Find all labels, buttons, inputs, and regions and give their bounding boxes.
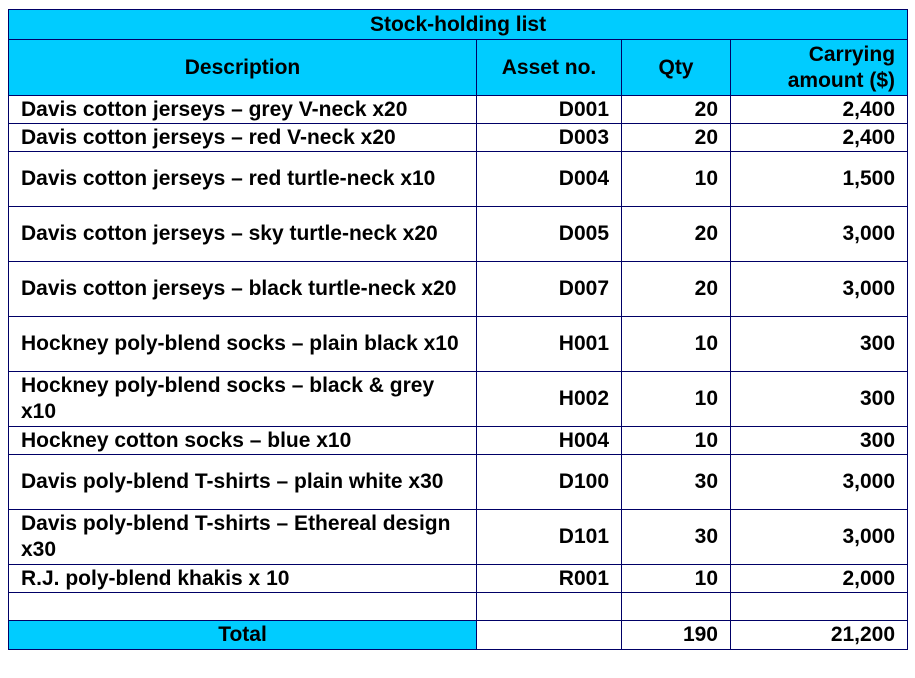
cell-qty: 10 <box>622 152 731 207</box>
cell-amount: 3,000 <box>731 262 908 317</box>
total-amount: 21,200 <box>731 621 908 650</box>
total-asset-no-empty <box>477 621 622 650</box>
cell-asset-no: H001 <box>477 317 622 372</box>
cell-qty: 30 <box>622 510 731 565</box>
cell-asset-no: D001 <box>477 96 622 124</box>
blank-cell <box>9 593 477 621</box>
cell-amount: 1,500 <box>731 152 908 207</box>
cell-asset-no: H004 <box>477 427 622 455</box>
cell-description: Davis cotton jerseys – red turtle-neck x10 <box>9 152 477 207</box>
table-row <box>9 152 908 207</box>
cell-description: Hockney poly-blend socks – black & grey x10 <box>9 372 477 427</box>
header-qty: Qty <box>622 40 731 96</box>
cell-amount: 3,000 <box>731 207 908 262</box>
cell-description: R.J. poly-blend khakis x 10 <box>9 565 477 593</box>
blank-cell <box>731 593 908 621</box>
table-row <box>9 96 908 124</box>
cell-asset-no: D005 <box>477 207 622 262</box>
table-row <box>9 455 908 510</box>
cell-description: Hockney poly-blend socks – plain black x10 <box>9 317 477 372</box>
cell-qty: 10 <box>622 317 731 372</box>
cell-asset-no: D007 <box>477 262 622 317</box>
cell-amount: 3,000 <box>731 455 908 510</box>
table-row <box>9 510 908 565</box>
table-row <box>9 262 908 317</box>
total-row <box>9 621 908 650</box>
cell-asset-no: D003 <box>477 124 622 152</box>
cell-asset-no: H002 <box>477 372 622 427</box>
table-row <box>9 565 908 593</box>
table-row <box>9 207 908 262</box>
cell-amount: 3,000 <box>731 510 908 565</box>
cell-qty: 10 <box>622 427 731 455</box>
cell-asset-no: D101 <box>477 510 622 565</box>
header-description: Description <box>9 40 477 96</box>
cell-description: Davis cotton jerseys – black turtle-neck x20 <box>9 262 477 317</box>
table-row <box>9 124 908 152</box>
header-carrying-amount: Carrying amount ($) <box>731 40 908 96</box>
cell-qty: 30 <box>622 455 731 510</box>
cell-amount: 300 <box>731 317 908 372</box>
table-title: Stock-holding list <box>9 10 908 40</box>
cell-qty: 20 <box>622 96 731 124</box>
total-qty: 190 <box>622 621 731 650</box>
cell-description: Davis cotton jerseys – sky turtle-neck x20 <box>9 207 477 262</box>
total-label: Total <box>9 621 477 650</box>
cell-description: Davis poly-blend T-shirts – plain white x30 <box>9 455 477 510</box>
blank-row <box>9 593 908 621</box>
table-row <box>9 372 908 427</box>
cell-description: Davis cotton jerseys – grey V-neck x20 <box>9 96 477 124</box>
header-asset-no: Asset no. <box>477 40 622 96</box>
cell-description: Davis poly-blend T-shirts – Ethereal design x30 <box>9 510 477 565</box>
stock-holding-table <box>8 9 908 650</box>
cell-qty: 20 <box>622 124 731 152</box>
cell-amount: 2,000 <box>731 565 908 593</box>
cell-qty: 10 <box>622 565 731 593</box>
cell-amount: 2,400 <box>731 96 908 124</box>
cell-amount: 300 <box>731 427 908 455</box>
cell-asset-no: D004 <box>477 152 622 207</box>
cell-amount: 2,400 <box>731 124 908 152</box>
cell-amount: 300 <box>731 372 908 427</box>
cell-qty: 20 <box>622 207 731 262</box>
blank-cell <box>622 593 731 621</box>
cell-qty: 20 <box>622 262 731 317</box>
cell-asset-no: R001 <box>477 565 622 593</box>
cell-asset-no: D100 <box>477 455 622 510</box>
table-row <box>9 427 908 455</box>
blank-cell <box>477 593 622 621</box>
cell-qty: 10 <box>622 372 731 427</box>
table-row <box>9 317 908 372</box>
cell-description: Davis cotton jerseys – red V-neck x20 <box>9 124 477 152</box>
cell-description: Hockney cotton socks – blue x10 <box>9 427 477 455</box>
